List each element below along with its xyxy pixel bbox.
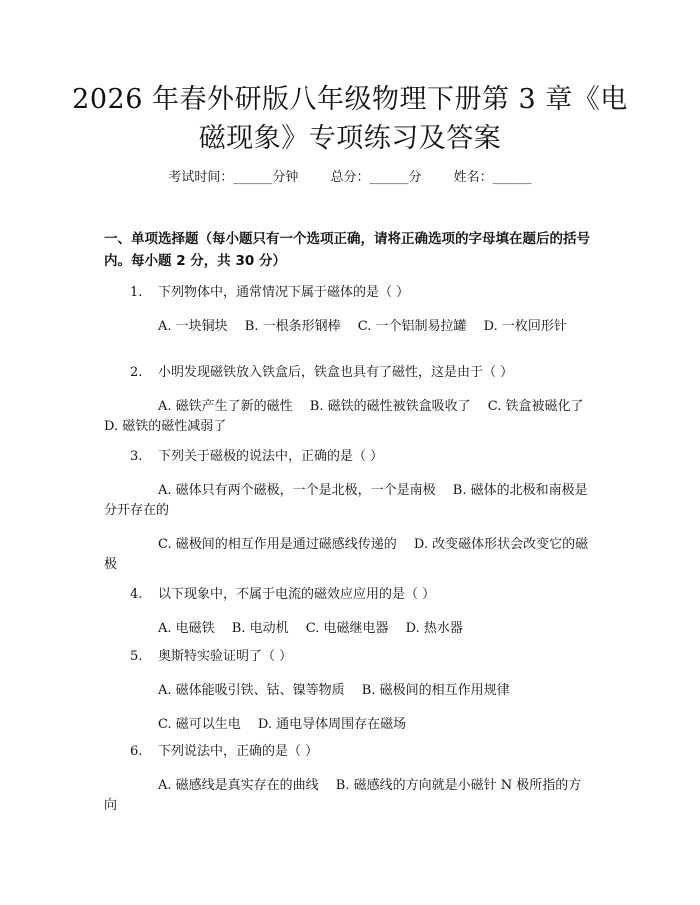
option-line: A. 磁感线是真实存在的曲线 B. 磁感线的方向就是小磁针 N 极所指的方向 bbox=[104, 778, 582, 813]
question-number: 2. bbox=[130, 365, 143, 380]
question-options bbox=[104, 317, 594, 337]
total-score-field: 总分：______分 bbox=[330, 170, 422, 185]
question-2 bbox=[104, 363, 601, 437]
question-1 bbox=[104, 283, 594, 337]
question-options bbox=[104, 619, 594, 639]
question-number: 3. bbox=[130, 449, 143, 464]
question-text: 以下现象中，不属于电流的磁效应应用的是（ ） bbox=[158, 587, 436, 602]
section-heading: 一、单项选择题（每小题只有一个选项正确，请将正确选项的字母填在题后的括号内。每小题 2 分，共 30 分） bbox=[104, 231, 590, 269]
exam-time-field: 考试时间：______分钟 bbox=[168, 170, 299, 185]
question-text: 下列关于磁极的说法中，正确的是（ ） bbox=[158, 449, 384, 464]
question-text: 下列说法中，正确的是（ ） bbox=[158, 744, 319, 759]
question-options bbox=[104, 481, 594, 575]
option-line: C. 磁可以生电 D. 通电导体周围存在磁场 bbox=[158, 717, 407, 732]
student-name-field: 姓名：______ bbox=[453, 170, 532, 185]
question-text: 奥斯特实验证明了（ ） bbox=[158, 649, 293, 664]
option-line: A. 磁铁产生了新的磁性 B. 磁铁的磁性被铁盒吸收了 C. 铁盒被磁化了 D. 磁铁的磁性减弱了 bbox=[104, 399, 601, 434]
exam-info-line bbox=[0, 168, 700, 188]
question-3 bbox=[104, 447, 594, 575]
question-stem bbox=[104, 742, 594, 762]
option-line: A. 一块铜块 B. 一根条形钢棒 C. 一个铝制易拉罐 D. 一枚回形针 bbox=[158, 319, 567, 334]
question-stem bbox=[104, 447, 594, 467]
question-number: 1. bbox=[130, 285, 143, 300]
question-stem bbox=[104, 283, 594, 303]
question-number: 4. bbox=[130, 587, 143, 602]
question-options bbox=[104, 681, 594, 735]
question-number: 5. bbox=[130, 649, 143, 664]
document-title: 2026 年春外研版八年级物理下册第 3 章《电磁现象》专项练习及答案 bbox=[72, 84, 628, 154]
question-stem bbox=[104, 585, 594, 605]
question-stem bbox=[104, 647, 594, 667]
option-line: A. 电磁铁 B. 电动机 C. 电磁继电器 D. 热水器 bbox=[158, 621, 463, 636]
question-number: 6. bbox=[130, 744, 143, 759]
question-text: 小明发现磁铁放入铁盒后，铁盒也具有了磁性，这是由于（ ） bbox=[158, 365, 514, 380]
question-stem bbox=[104, 363, 594, 383]
question-6 bbox=[104, 742, 594, 816]
question-options bbox=[104, 397, 601, 437]
question-5 bbox=[104, 647, 594, 735]
question-options bbox=[104, 776, 594, 816]
option-line: C. 磁极间的相互作用是通过磁感线传递的 D. 改变磁体形状会改变它的磁极 bbox=[104, 537, 589, 572]
option-line: A. 磁体只有两个磁极，一个是北极，一个是南极 B. 磁体的北极和南极是分开存在的 bbox=[104, 483, 588, 518]
option-line: A. 磁体能吸引铁、钴、镍等物质 B. 磁极间的相互作用规律 bbox=[158, 683, 510, 698]
question-4 bbox=[104, 585, 594, 639]
question-text: 下列物体中，通常情况下属于磁体的是（ ） bbox=[158, 285, 410, 300]
